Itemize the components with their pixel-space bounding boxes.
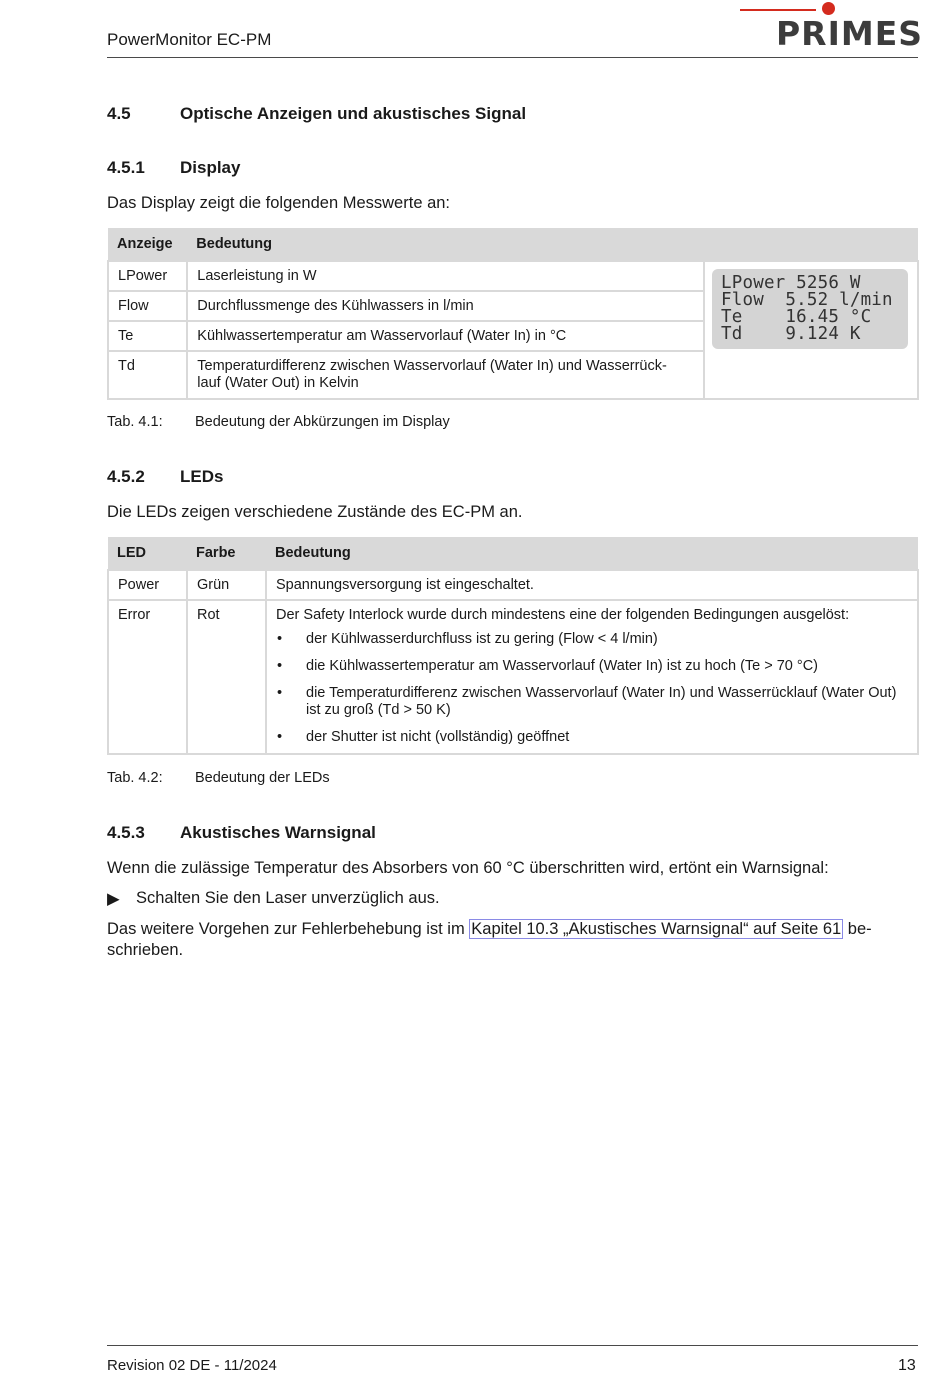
section-4-5-1-title: Display [180,158,241,177]
header-bedeutung: Bedeutung [266,537,918,570]
action-step: Schalten Sie den Laser unverzüglich aus. [136,889,440,907]
action-marker: ▶ [107,890,120,908]
cell-led: Power [108,570,187,600]
list-item: • die Kühlwassertemperatur am Wasservorlauf (Water In) ist zu hoch (Te > 70 °C) [276,658,908,675]
lcd-display [712,269,908,349]
cell-farbe: Grün [187,570,266,600]
cell-bedeutung: Laserleistung in W [187,261,704,291]
list-item: • die Temperaturdifferenz zwischen Wasservorlauf (Water In) und Wasserrücklauf (Water Out) ist zu groß (Td > 50 K) [276,685,908,719]
lcd-line-lpower: LPower 5256 W [721,273,861,293]
header-farbe: Farbe [187,537,266,570]
cell-bedeutung: Kühlwassertemperatur am Wasservorlauf (Water In) in °C [187,321,704,351]
page-number: 13 [898,1357,916,1374]
header-divider [107,57,918,58]
outro-text-line2: schrieben. [107,941,184,959]
header-bedeutung: Bedeutung [187,228,704,261]
logo-line [740,9,816,11]
primes-logo [740,2,924,53]
lcd-line-td: Td 9.124 K [721,324,861,344]
section-4-5-3-number: 4.5.3 [107,823,145,842]
table-4-1-label: Tab. 4.1: [107,414,163,430]
lcd-line-flow: Flow 5.52 l/min [721,290,893,310]
section-4-5-1-number: 4.5.1 [107,158,145,177]
header-anzeige: Anzeige [108,228,187,261]
cell-bedeutung: Spannungsversorgung ist eingeschaltet. [266,570,918,600]
cell-anzeige: Td [108,351,187,399]
header-empty [704,228,918,261]
cell-led: Error [108,600,187,754]
table-row [108,600,918,754]
cell-bedeutung [266,600,918,754]
cell-anzeige: Te [108,321,187,351]
list-item: • der Kühlwasserdurchfluss ist zu gering (Flow < 4 l/min) [276,631,908,648]
header-led: LED [108,537,187,570]
display-intro: Das Display zeigt die folgenden Messwerte an: [107,194,451,212]
leds-intro: Die LEDs zeigen verschiedene Zustände des EC-PM an. [107,503,523,521]
table-4-2-caption: Bedeutung der LEDs [195,770,330,786]
list-item: • der Shutter ist nicht (vollständig) geöffnet [276,729,908,746]
table-4-1-caption: Bedeutung der Abkürzungen im Display [195,414,450,430]
logo-text: PRIMES [776,14,924,53]
warning-intro: Wenn die zulässige Temperatur des Absorbers von 60 °C überschritten wird, ertönt ein Warnsignal: [107,859,829,877]
table-row [108,570,918,600]
lcd-line-te: Te 16.45 °C [721,307,872,327]
cell-anzeige: LPower [108,261,187,291]
cell-bedeutung: Durchflussmenge des Kühlwassers in l/min [187,291,704,321]
footer-divider [107,1345,918,1346]
outro-text: Das weitere Vorgehen zur Fehlerbehebung ist im [107,920,470,938]
revision-info: Revision 02 DE - 11/2024 [107,1357,277,1374]
cell-farbe: Rot [187,600,266,754]
error-conditions-list [276,631,908,746]
section-4-5-2-number: 4.5.2 [107,467,145,486]
cell-bedeutung: Temperaturdifferenz zwischen Wasservorlauf (Water In) und Wasserrück- lauf (Water Out) in Kelvin [187,351,704,399]
section-4-5-number: 4.5 [107,104,131,123]
section-4-5-3-title: Akustisches Warnsignal [180,823,376,842]
outro-text-end: be- [843,920,872,938]
section-4-5-2-title: LEDs [180,467,224,486]
troubleshooting-paragraph [107,919,897,961]
section-4-5-title: Optische Anzeigen und akustisches Signal [180,104,527,123]
leds-table-header [108,537,918,570]
leds-table [107,537,919,755]
error-description: Der Safety Interlock wurde durch mindestens eine der folgenden Bedingungen ausgelöst: [276,607,850,623]
table-4-2-label: Tab. 4.2: [107,770,163,786]
chapter-reference-link[interactable]: Kapitel 10.3 „Akustisches Warnsignal“ auf Seite 61 [471,920,842,938]
document-title: PowerMonitor EC-PM [107,30,272,49]
display-table-header [108,228,918,261]
cell-anzeige: Flow [108,291,187,321]
